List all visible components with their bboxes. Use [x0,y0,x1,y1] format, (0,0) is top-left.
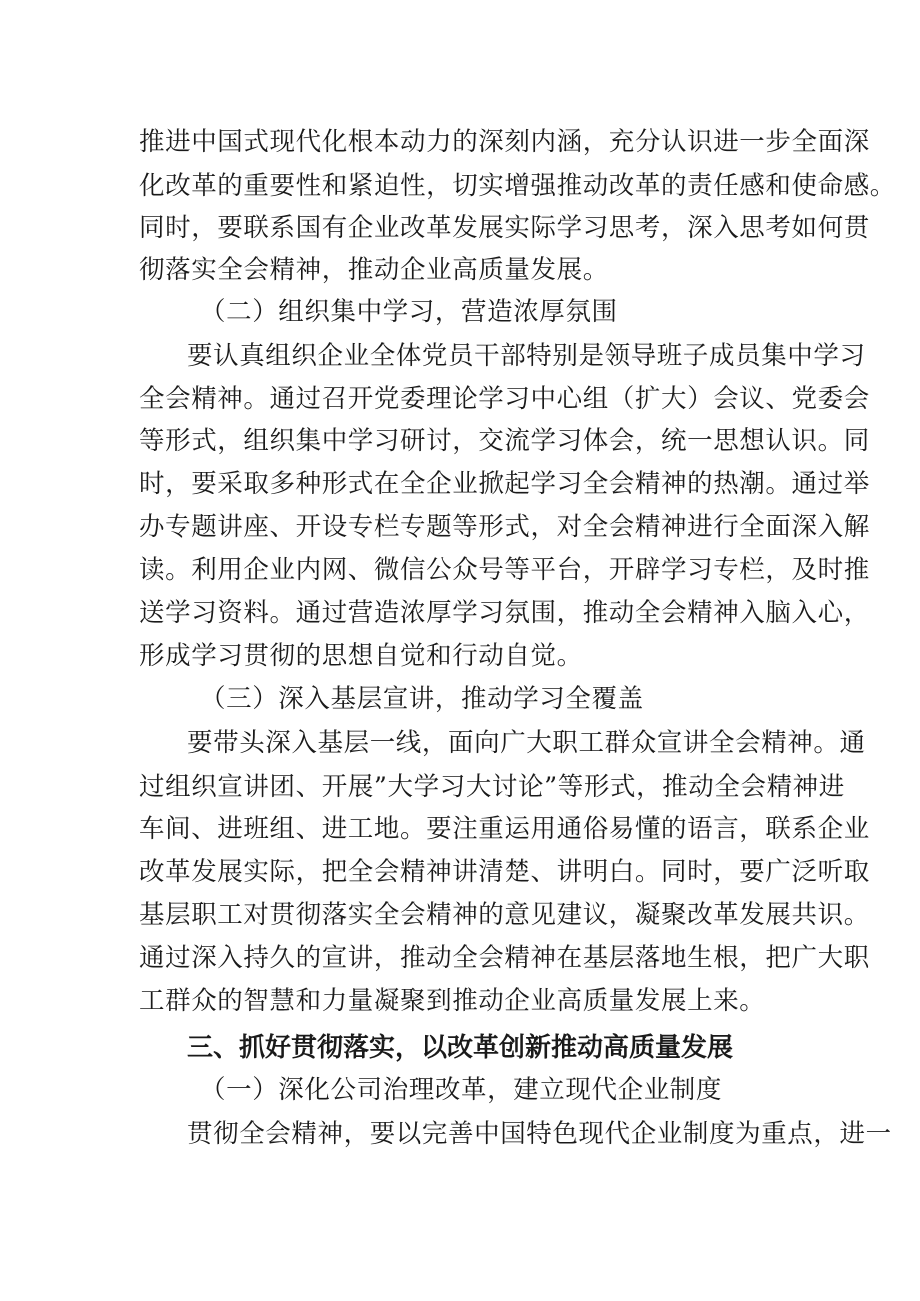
text-line-3: 同时，要联系国有企业改革发展实际学习思考，深入思考如何贯 [139,213,870,243]
text-line-4: 彻落实全会精神，推动企业高质量发展。 [139,255,609,285]
text-line-20: 通过深入持久的宣讲，推动全会精神在基层落地生根，把广大职 [139,943,870,973]
text-line-9: 时，要采取多种形式在全企业掀起学习全会精神的热潮。通过举 [139,469,870,499]
text-line-16: 过组织宣讲团、开展”大学习大讨论”等形式，推动全会精神进 [139,772,845,802]
subheading-section-3-1: （一）深化公司治理改革，建立现代企业制度 [200,1075,723,1105]
text-line-2: 化改革的重要性和紧迫性，切实增强推动改革的责任感和使命感。 [139,171,896,201]
text-line-15: 要带头深入基层一线，面向广大职工群众宣讲全会精神。通 [187,728,866,758]
subheading-section-3: （三）深入基层宣讲，推动学习全覆盖 [200,684,644,714]
text-line-21: 工群众的智慧和力量凝聚到推动企业高质量发展上来。 [139,986,766,1016]
subheading-section-2: （二）组织集中学习，营造浓厚氛围 [200,297,618,327]
text-line-8: 等形式，组织集中学习研讨，交流学习体会，统一思想认识。同 [139,426,870,456]
text-line-7: 全会精神。通过召开党委理论学习中心组（扩大）会议、党委会 [139,384,870,414]
text-line-10: 办专题讲座、开设专栏专题等形式，对全会精神进行全面深入解 [139,512,870,542]
section-heading-3: 三、抓好贯彻落实，以改革创新推动高质量发展 [187,1033,734,1063]
text-line-11: 读。利用企业内网、微信公众号等平台，开辟学习专栏，及时推 [139,555,870,585]
text-line-12: 送学习资料。通过营造浓厚学习氛围，推动全会精神入脑入心， [139,598,870,628]
text-line-6: 要认真组织企业全体党员干部特别是领导班子成员集中学习 [187,341,866,371]
text-line-18: 改革发展实际，把全会精神讲清楚、讲明白。同时，要广泛听取 [139,857,870,887]
text-line-13: 形成学习贯彻的思想自觉和行动自觉。 [139,641,583,671]
text-line-19: 基层职工对贯彻落实全会精神的意见建议，凝聚改革发展共识。 [139,900,870,930]
text-line-17: 车间、进班组、进工地。要注重运用通俗易懂的语言，联系企业 [139,814,870,844]
text-line-24: 贯彻全会精神，要以完善中国特色现代企业制度为重点，进一 [187,1119,892,1149]
text-line-1: 推进中国式现代化根本动力的深刻内涵，充分认识进一步全面深 [139,127,870,157]
